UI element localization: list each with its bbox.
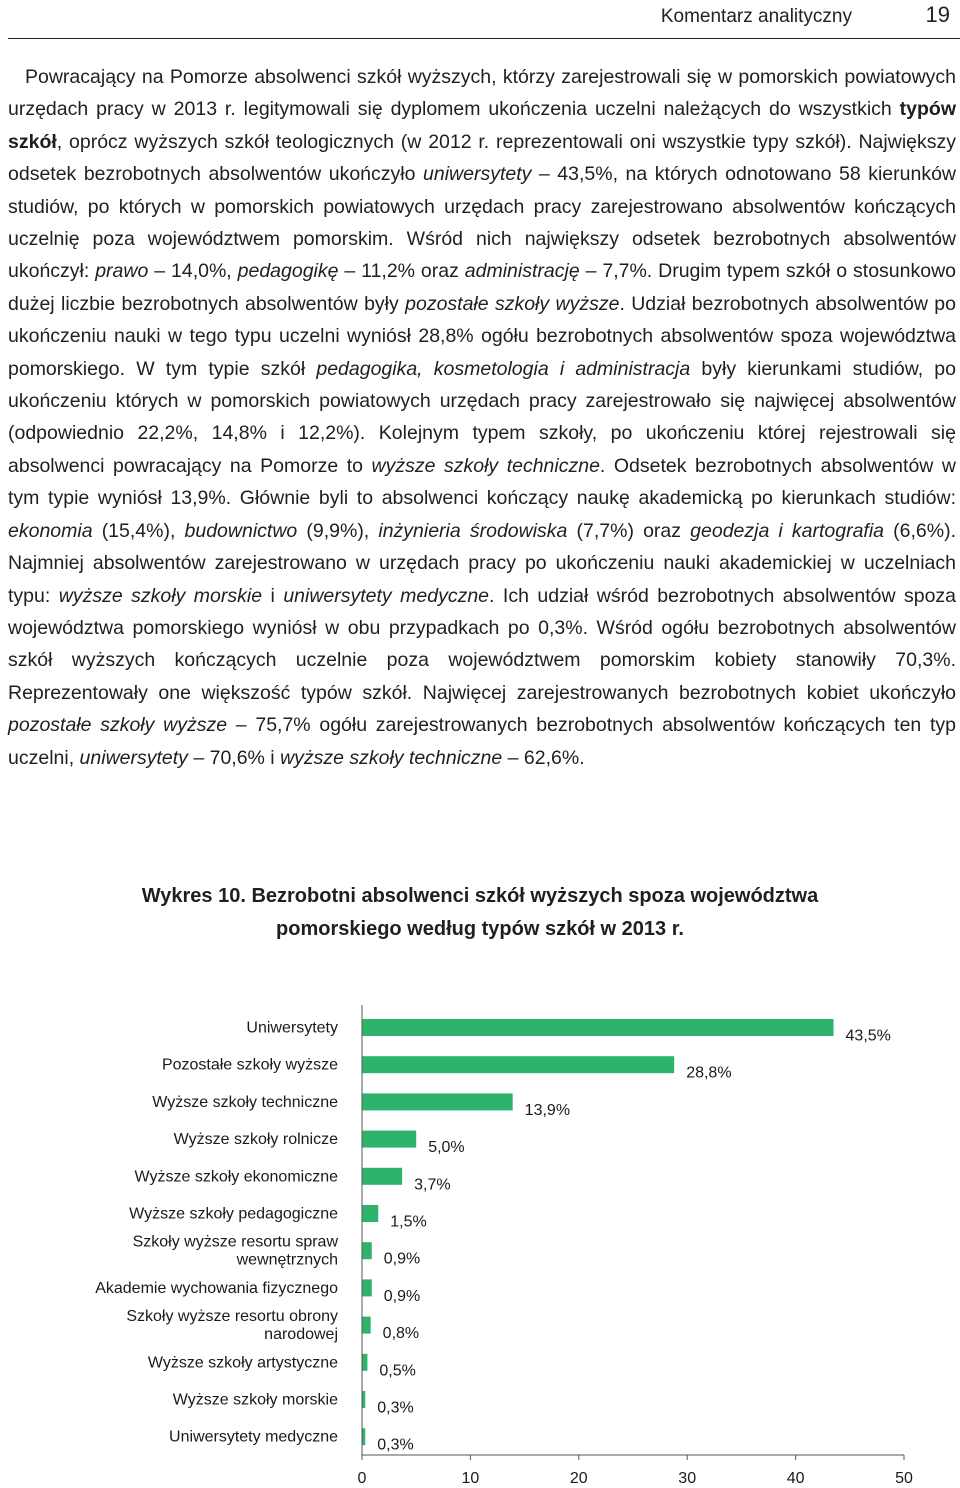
x-tick-label: 20	[569, 1470, 588, 1487]
body-paragraph: Powracający na Pomorze absolwenci szkół wyższych, którzy zarejestrowali się w pomorskich powiatowych urzędach pracy w 2013 r. legitymowali się dyplomem ukończenia uczelni należących do wszystkich typów szkół, oprócz wyższych szkół teologicznych (w 2012 r. reprezentowali oni wszystkie typy szkół). Największy odsetek bezrobotnych absolwentów ukończyło uniwersytety – 43,5%, na których odnotowano 58 kierunków studiów, po których w pomorskich powiatowych urzędach pracy zarejestrowano absolwentów kończących uczelnię poza województwem pomorskim. Wśród nich największy odsetek bezrobotnych absolwentów ukończył: prawo – 14,0%, pedagogikę – 11,2% oraz administrację – 7,7%. Drugim typem szkół o stosunkowo dużej liczbie bezrobotnych absolwentów były pozostałe szkoły wyższe. Udział bezrobotnych absolwentów po ukończeniu nauki w tego typu uczelni wyniósł 28,8% ogółu bezrobotnych absolwentów spoza województwa pomorskiego. W tym typie szkół pedagogika, kosmetologia i administracja były kierunkami studiów, po ukończeniu których w pomorskich powiatowych urzędach pracy zarejestrowało się najwięcej absolwentów (odpowiednio 22,2%, 14,8% i 12,2%). Kolejnym typem szkoły, po ukończeniu której rejestrowali się absolwenci powracający na Pomorze to wyższe szkoły techniczne. Odsetek bezrobotnych absolwentów w tym typie wyniósł 13,9%. Głównie byli to absolwenci kończący naukę akademicką po kierunkach studiów: ekonomia (15,4%), budownictwo (9,9%), inżynieria środowiska (7,7%) oraz geodezja i kartografia (6,6%). Najmniej absolwentów zarejestrowano w urzędach pracy po ukończeniu nauki akademickiej w uczelniach typu: wyższe szkoły morskie i uniwersytety medyczne. Ich udział wśród bezrobotnych absolwentów spoza województwa pomorskiego wyniósł w obu przypadkach po 0,3%. Wśród ogółu bezrobotnych absolwentów szkół wyższych kończących uczelnie poza województwem pomorskim kobiety stanowiły 70,3%. Reprezentowały one większość typów szkół. Najwięcej zarejestrowanych bezrobotnych kobiet ukończyło pozostałe szkoły wyższe – 75,7% ogółu zarejestrowanych bezrobotnych absolwentów kończących ten typ uczelni, uniwersytety – 70,6% i wyższe szkoły techniczne – 62,6%.	[8, 66, 957, 769]
page-number: 19	[925, 2, 950, 27]
bar	[362, 1279, 372, 1296]
data-label: 0,9%	[383, 1250, 421, 1268]
bar	[362, 1168, 402, 1185]
bar	[362, 1019, 834, 1036]
category-label: Wyższe szkoły ekonomiczne	[134, 1168, 338, 1186]
data-label: 5,0%	[428, 1139, 465, 1157]
chart-caption	[0, 880, 960, 946]
data-label: 0,3%	[377, 1399, 414, 1417]
category-label: Uniwersytety	[246, 1019, 338, 1037]
x-tick-label: 40	[786, 1470, 805, 1487]
page-header	[8, 0, 960, 39]
category-label: Wyższe szkoły pedagogiczne	[129, 1205, 338, 1223]
x-tick-label: 50	[895, 1470, 913, 1487]
data-label: 13,9%	[524, 1101, 571, 1119]
running-title: Komentarz analityczny	[660, 6, 852, 27]
bar	[362, 1205, 378, 1222]
data-label: 3,7%	[414, 1176, 451, 1194]
category-label: Wyższe szkoły techniczne	[152, 1093, 338, 1111]
x-tick-label: 10	[461, 1470, 480, 1487]
category-label: Pozostałe szkoły wyższe	[161, 1056, 338, 1074]
bar	[362, 1354, 367, 1371]
data-label: 1,5%	[390, 1213, 427, 1231]
category-label: Szkoły wyższe resortu obrony narodowej	[126, 1308, 338, 1344]
category-label: Wyższe szkoły morskie	[172, 1391, 338, 1409]
data-label: 0,5%	[379, 1362, 416, 1380]
bar	[362, 1131, 416, 1148]
category-label: Wyższe szkoły rolnicze	[173, 1131, 338, 1149]
x-tick-label: 0	[357, 1470, 367, 1487]
x-tick-label: 30	[678, 1470, 697, 1487]
category-label: Uniwersytety medyczne	[169, 1428, 338, 1446]
category-label: Wyższe szkoły artystyczne	[147, 1354, 338, 1372]
chart-caption-line-2: pomorskiego według typów szkół w 2013 r.	[276, 918, 684, 940]
category-label: Akademie wychowania fizycznego	[95, 1279, 338, 1297]
data-label: 0,3%	[377, 1436, 414, 1454]
data-label: 0,8%	[382, 1325, 420, 1343]
bar	[362, 1056, 674, 1073]
bar	[362, 1242, 372, 1259]
bar	[362, 1317, 371, 1334]
bar	[362, 1093, 513, 1110]
bar-chart	[0, 990, 960, 1488]
data-label: 28,8%	[686, 1064, 732, 1082]
category-label: Szkoły wyższe resortu spraw wewnętrznych	[132, 1233, 338, 1269]
data-label: 43,5%	[845, 1027, 891, 1045]
data-label: 0,9%	[383, 1287, 421, 1305]
chart-caption-line-1: Wykres 10. Bezrobotni absolwenci szkół wyższych spoza województwa	[141, 885, 819, 907]
